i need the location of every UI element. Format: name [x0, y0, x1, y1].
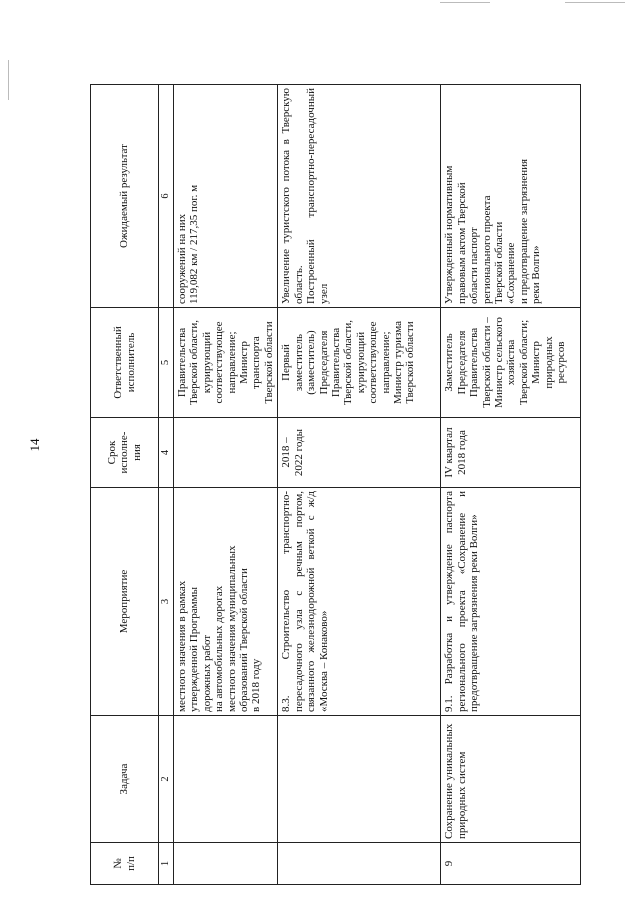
cell-result: сооружений на них 119,082 км / 217,35 пог. м: [173, 85, 277, 308]
column-number: 6: [159, 85, 174, 308]
cell-executor: Заместитель Председателя Правительства Тверской области – Министр сельского хозяйства Тверской области; Министр природных ресурсов: [441, 308, 581, 418]
column-number: 3: [159, 488, 174, 716]
column-number: 1: [159, 843, 174, 885]
table-row: [173, 85, 277, 885]
header-term: Срок исполне- ния: [91, 418, 159, 488]
header-measure: Мероприятие: [91, 488, 159, 716]
column-number: 2: [159, 716, 174, 843]
cell-measure: местного значения в рамках утвержденной Программы дорожных работ на автомобильных дорогах местного значения муниципальных образований Тверской области в 2018 году: [173, 488, 277, 716]
cell-num: 9: [441, 843, 581, 885]
cell-term: 2018 – 2022 годы: [278, 418, 441, 488]
column-number-row: [159, 85, 174, 885]
column-number: 4: [159, 418, 174, 488]
plan-table: [90, 84, 581, 885]
column-number: 5: [159, 308, 174, 418]
cell-num: [278, 843, 441, 885]
cell-executor: Первый заместитель (заместитель) Председателя Правительства Тверской области, курирующий соответствующее направление; Министр туризма Тверской области: [278, 308, 441, 418]
header-row: [91, 85, 159, 885]
cell-task: [173, 716, 277, 843]
header-task: Задача: [91, 716, 159, 843]
header-num: № п/п: [91, 843, 159, 885]
cell-num: [173, 843, 277, 885]
cell-result: Увеличение туристского потока в Тверскую область. Построенный транспортно-пересадочный узел: [278, 85, 441, 308]
scan-artifact: [565, 2, 625, 3]
scan-artifact: [440, 2, 490, 3]
header-result: Ожидаемый результат: [91, 85, 159, 308]
table-row: [278, 85, 441, 885]
cell-term: [173, 418, 277, 488]
cell-task: Сохранение уникальных природных систем: [441, 716, 581, 843]
cell-task: [278, 716, 441, 843]
header-executor: Ответственный исполнитель: [91, 308, 159, 418]
cell-measure: 8.3. Строительство транспортно-пересадочного узла с речным портом, связанного железнодорожной веткой с ж/д «Москва – Конаково»: [278, 488, 441, 716]
cell-result: Утвержденный нормативным правовым актом Тверской области паспорт регионального проекта Тверской области «Сохранение и предотвращение загрязнения реки Волги»: [441, 85, 581, 308]
cell-term: IV квартал 2018 года: [441, 418, 581, 488]
cell-executor: Правительства Тверской области, курирующий соответствующее направление; Министр транспорта Тверской области: [173, 308, 277, 418]
page-number: 14: [27, 438, 42, 452]
cell-measure: 9.1. Разработка и утверждение паспорта регионального проекта «Сохранение и предотвращение загрязнения реки Волги»: [441, 488, 581, 716]
table-row: [441, 85, 581, 885]
scan-artifact: [8, 60, 9, 100]
rotated-page-content: [90, 85, 580, 885]
